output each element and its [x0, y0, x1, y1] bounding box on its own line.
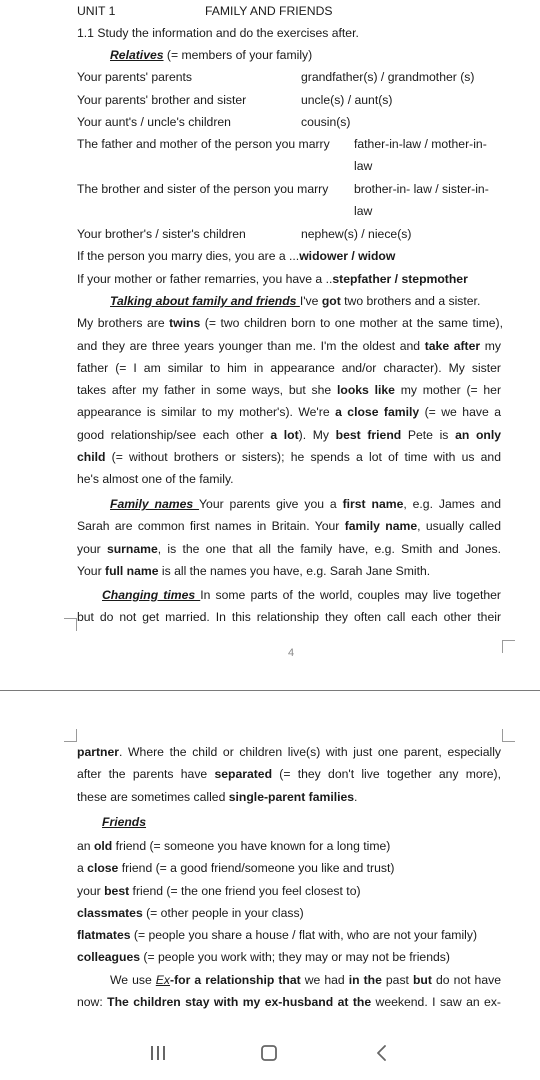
friends-item — [77, 927, 477, 943]
text-run: , usually called — [417, 519, 501, 533]
text-run: two brothers and a sister. — [340, 294, 481, 308]
bold-term: old — [93, 839, 113, 853]
relative-definition: father-in-law / mother-in- — [354, 137, 487, 151]
bold-term: surname — [106, 542, 158, 556]
family-names-heading: Family names — [110, 497, 200, 511]
friends-item — [77, 905, 304, 921]
bold-term: partner — [77, 745, 119, 759]
relative-definition-cont: law — [354, 159, 373, 173]
text-run: We use — [110, 973, 156, 987]
relative-definition: cousin(s) — [301, 115, 351, 129]
bold-term: but — [412, 973, 432, 987]
family-names-line-4 — [77, 563, 430, 579]
bold-term: colleagues — [77, 950, 140, 964]
relatives-note: (= members of your family) — [163, 48, 313, 62]
text-run: I've — [299, 294, 322, 308]
changing-line-2: but do not get married. In this relationship they often call each other their — [77, 610, 501, 624]
text-run: , is the one that all the family have, e.g. Smith and Jones. — [157, 542, 501, 556]
text-run: (= other people in your class) — [142, 906, 304, 920]
text-run: good relationship/see each other — [77, 428, 271, 442]
relative-definition: grandfather(s) / grandmother (s) — [301, 70, 475, 84]
bold-term: family name — [344, 519, 418, 533]
crop-mark — [64, 729, 77, 742]
talking-heading: Talking about family and friends — [110, 294, 300, 308]
relative-term: The brother and sister of the person you marry — [77, 182, 329, 196]
talking-line-1 — [110, 293, 501, 309]
ex-line-1 — [110, 972, 501, 988]
text-run: (= we have a — [419, 405, 501, 419]
talking-line-3 — [77, 338, 501, 354]
remarry-line-text: If your mother or father remarries, you have a .. — [77, 272, 333, 286]
relative-definition-cont: law — [354, 204, 373, 218]
text-run: (= people you share a house / flat with, who are not your family) — [130, 928, 478, 942]
text-run: friend (= a good friend/someone you like and trust) — [118, 861, 395, 875]
relative-definition: nephew(s) / niece(s) — [301, 227, 412, 241]
text-run: appearance is similar to my mother's). We're — [77, 405, 336, 419]
relatives-heading: Relatives — [110, 48, 164, 62]
remarry-line — [77, 271, 468, 287]
text-run: weekend. I saw an ex- — [371, 995, 501, 1009]
text-run: my — [480, 339, 502, 353]
crop-mark — [502, 729, 515, 742]
bold-term: looks like — [336, 383, 395, 397]
partner-line-2 — [77, 766, 501, 782]
changing-line-1 — [102, 587, 501, 603]
page-title: FAMILY AND FRIENDS — [205, 4, 333, 18]
text-run: friend (= someone you have known for a long time) — [112, 839, 391, 853]
widow-line — [77, 248, 395, 264]
text-run: Sarah are common first names in Britain. Your — [77, 519, 345, 533]
text-run: ). My — [298, 428, 336, 442]
menu-lines-icon — [149, 1045, 167, 1061]
page-number: 4 — [287, 647, 295, 659]
friends-heading — [102, 814, 146, 830]
talking-line-6 — [77, 404, 501, 420]
text-run: Your — [77, 564, 106, 578]
text-run: , e.g. James and — [403, 497, 502, 511]
text-run: friend (= the one friend you feel closest to) — [129, 884, 361, 898]
talking-line-2 — [77, 315, 503, 331]
bold-term: a close family — [335, 405, 420, 419]
talking-line-4: father (= I am similar to him in appearance and/or character). My sister — [77, 361, 501, 375]
recent-apps-button[interactable] — [138, 1035, 178, 1071]
text-run: these are sometimes called — [77, 790, 229, 804]
talking-line-8 — [77, 449, 501, 465]
text-run: your — [77, 884, 105, 898]
text-run: My brothers are — [77, 316, 170, 330]
text-run: Pete is — [401, 428, 456, 442]
relative-term: Your parents' parents — [77, 70, 193, 84]
bold-term: a lot — [270, 428, 299, 442]
ex-line-2 — [77, 994, 501, 1010]
friends-item — [77, 883, 361, 899]
text-run: (= they don't live together any more), — [272, 767, 501, 781]
family-names-line-3 — [77, 541, 501, 557]
bold-term: -for a relationship — [170, 973, 279, 987]
back-chevron-icon — [375, 1044, 389, 1062]
partner-line-3 — [77, 789, 357, 805]
system-navigation-bar — [0, 1023, 540, 1080]
friends-heading-text: Friends — [102, 815, 147, 829]
text-run: my mother (= her — [394, 383, 502, 397]
bold-term: close — [87, 861, 119, 875]
bold-term: child — [77, 450, 106, 464]
bold-term: an only — [455, 428, 501, 442]
back-button[interactable] — [362, 1035, 402, 1071]
text-run: past — [381, 973, 413, 987]
bold-term: best — [104, 884, 130, 898]
bold-term: in the — [348, 973, 382, 987]
bold-term: separated — [214, 767, 273, 781]
bold-term: first name — [342, 497, 404, 511]
bold-term: twins — [169, 316, 201, 330]
family-names-line-1 — [110, 496, 501, 512]
bold-term: single-parent families — [228, 790, 355, 804]
relative-term: The father and mother of the person you marry — [77, 137, 330, 151]
partner-line-1 — [77, 744, 501, 760]
text-run: a — [77, 861, 88, 875]
exercise-instruction: 1.1 Study the information and do the exercises after. — [77, 26, 359, 40]
text-run: an — [77, 839, 94, 853]
text-run: (= without brothers or sisters); he spends a lot of time with us and — [105, 450, 501, 464]
bold-term: got — [321, 294, 341, 308]
relative-term: Your aunt's / uncle's children — [77, 115, 231, 129]
talking-line-5 — [77, 382, 501, 398]
talking-line-7 — [77, 427, 501, 443]
friends-item — [77, 838, 390, 854]
text-run: we had — [300, 973, 349, 987]
relative-term: Your parents' brother and sister — [77, 93, 247, 107]
text-run: In some parts of the world, couples may live together — [200, 588, 501, 602]
family-names-line-2 — [77, 518, 501, 534]
text-run: . — [354, 790, 358, 804]
bold-term: classmates — [77, 906, 143, 920]
text-run: now: — [77, 995, 108, 1009]
crop-mark — [64, 618, 77, 631]
relative-definition: uncle(s) / aunt(s) — [301, 93, 393, 107]
relative-definition: brother-in- law / sister-in- — [354, 182, 489, 196]
text-run: is all the names you have, e.g. Sarah Jane Smith. — [158, 564, 431, 578]
friends-item — [77, 860, 394, 876]
bold-term: The children stay with my ex-husband at the — [107, 995, 372, 1009]
ex-term: Ex — [155, 973, 171, 987]
bold-term: that — [278, 973, 301, 987]
bold-term: full name — [105, 564, 159, 578]
talking-line-9: he's almost one of the family. — [77, 472, 234, 486]
bold-term: best friend — [335, 428, 402, 442]
remarry-line-term: stepfather / stepmother — [332, 272, 468, 286]
home-square-icon — [260, 1044, 278, 1062]
widow-line-text: If the person you marry dies, you are a ... — [77, 249, 300, 263]
bold-term: flatmates — [77, 928, 131, 942]
text-run: do not have — [431, 973, 501, 987]
changing-heading: Changing times — [102, 588, 201, 602]
text-run: (= people you work with; they may or may not be friends) — [140, 950, 450, 964]
relatives-heading-line — [110, 47, 312, 63]
text-run: after the parents have — [77, 767, 215, 781]
text-run: . Where the child or children live(s) with just one parent, especially — [119, 745, 501, 759]
bold-term: take after — [424, 339, 481, 353]
friends-item — [77, 949, 450, 965]
text-run: and they are three years younger than me. I'm the oldest and — [77, 339, 425, 353]
unit-label: UNIT 1 — [77, 4, 116, 18]
relative-term: Your brother's / sister's children — [77, 227, 246, 241]
text-run: (= two children born to one mother at the same time), — [200, 316, 503, 330]
home-button[interactable] — [249, 1035, 289, 1071]
text-run: your — [77, 542, 107, 556]
widow-line-term: widower / widow — [299, 249, 396, 263]
text-run: Your parents give you a — [199, 497, 343, 511]
text-run: takes after my father in some ways, but she — [77, 383, 337, 397]
document-page-2 — [0, 693, 540, 1023]
